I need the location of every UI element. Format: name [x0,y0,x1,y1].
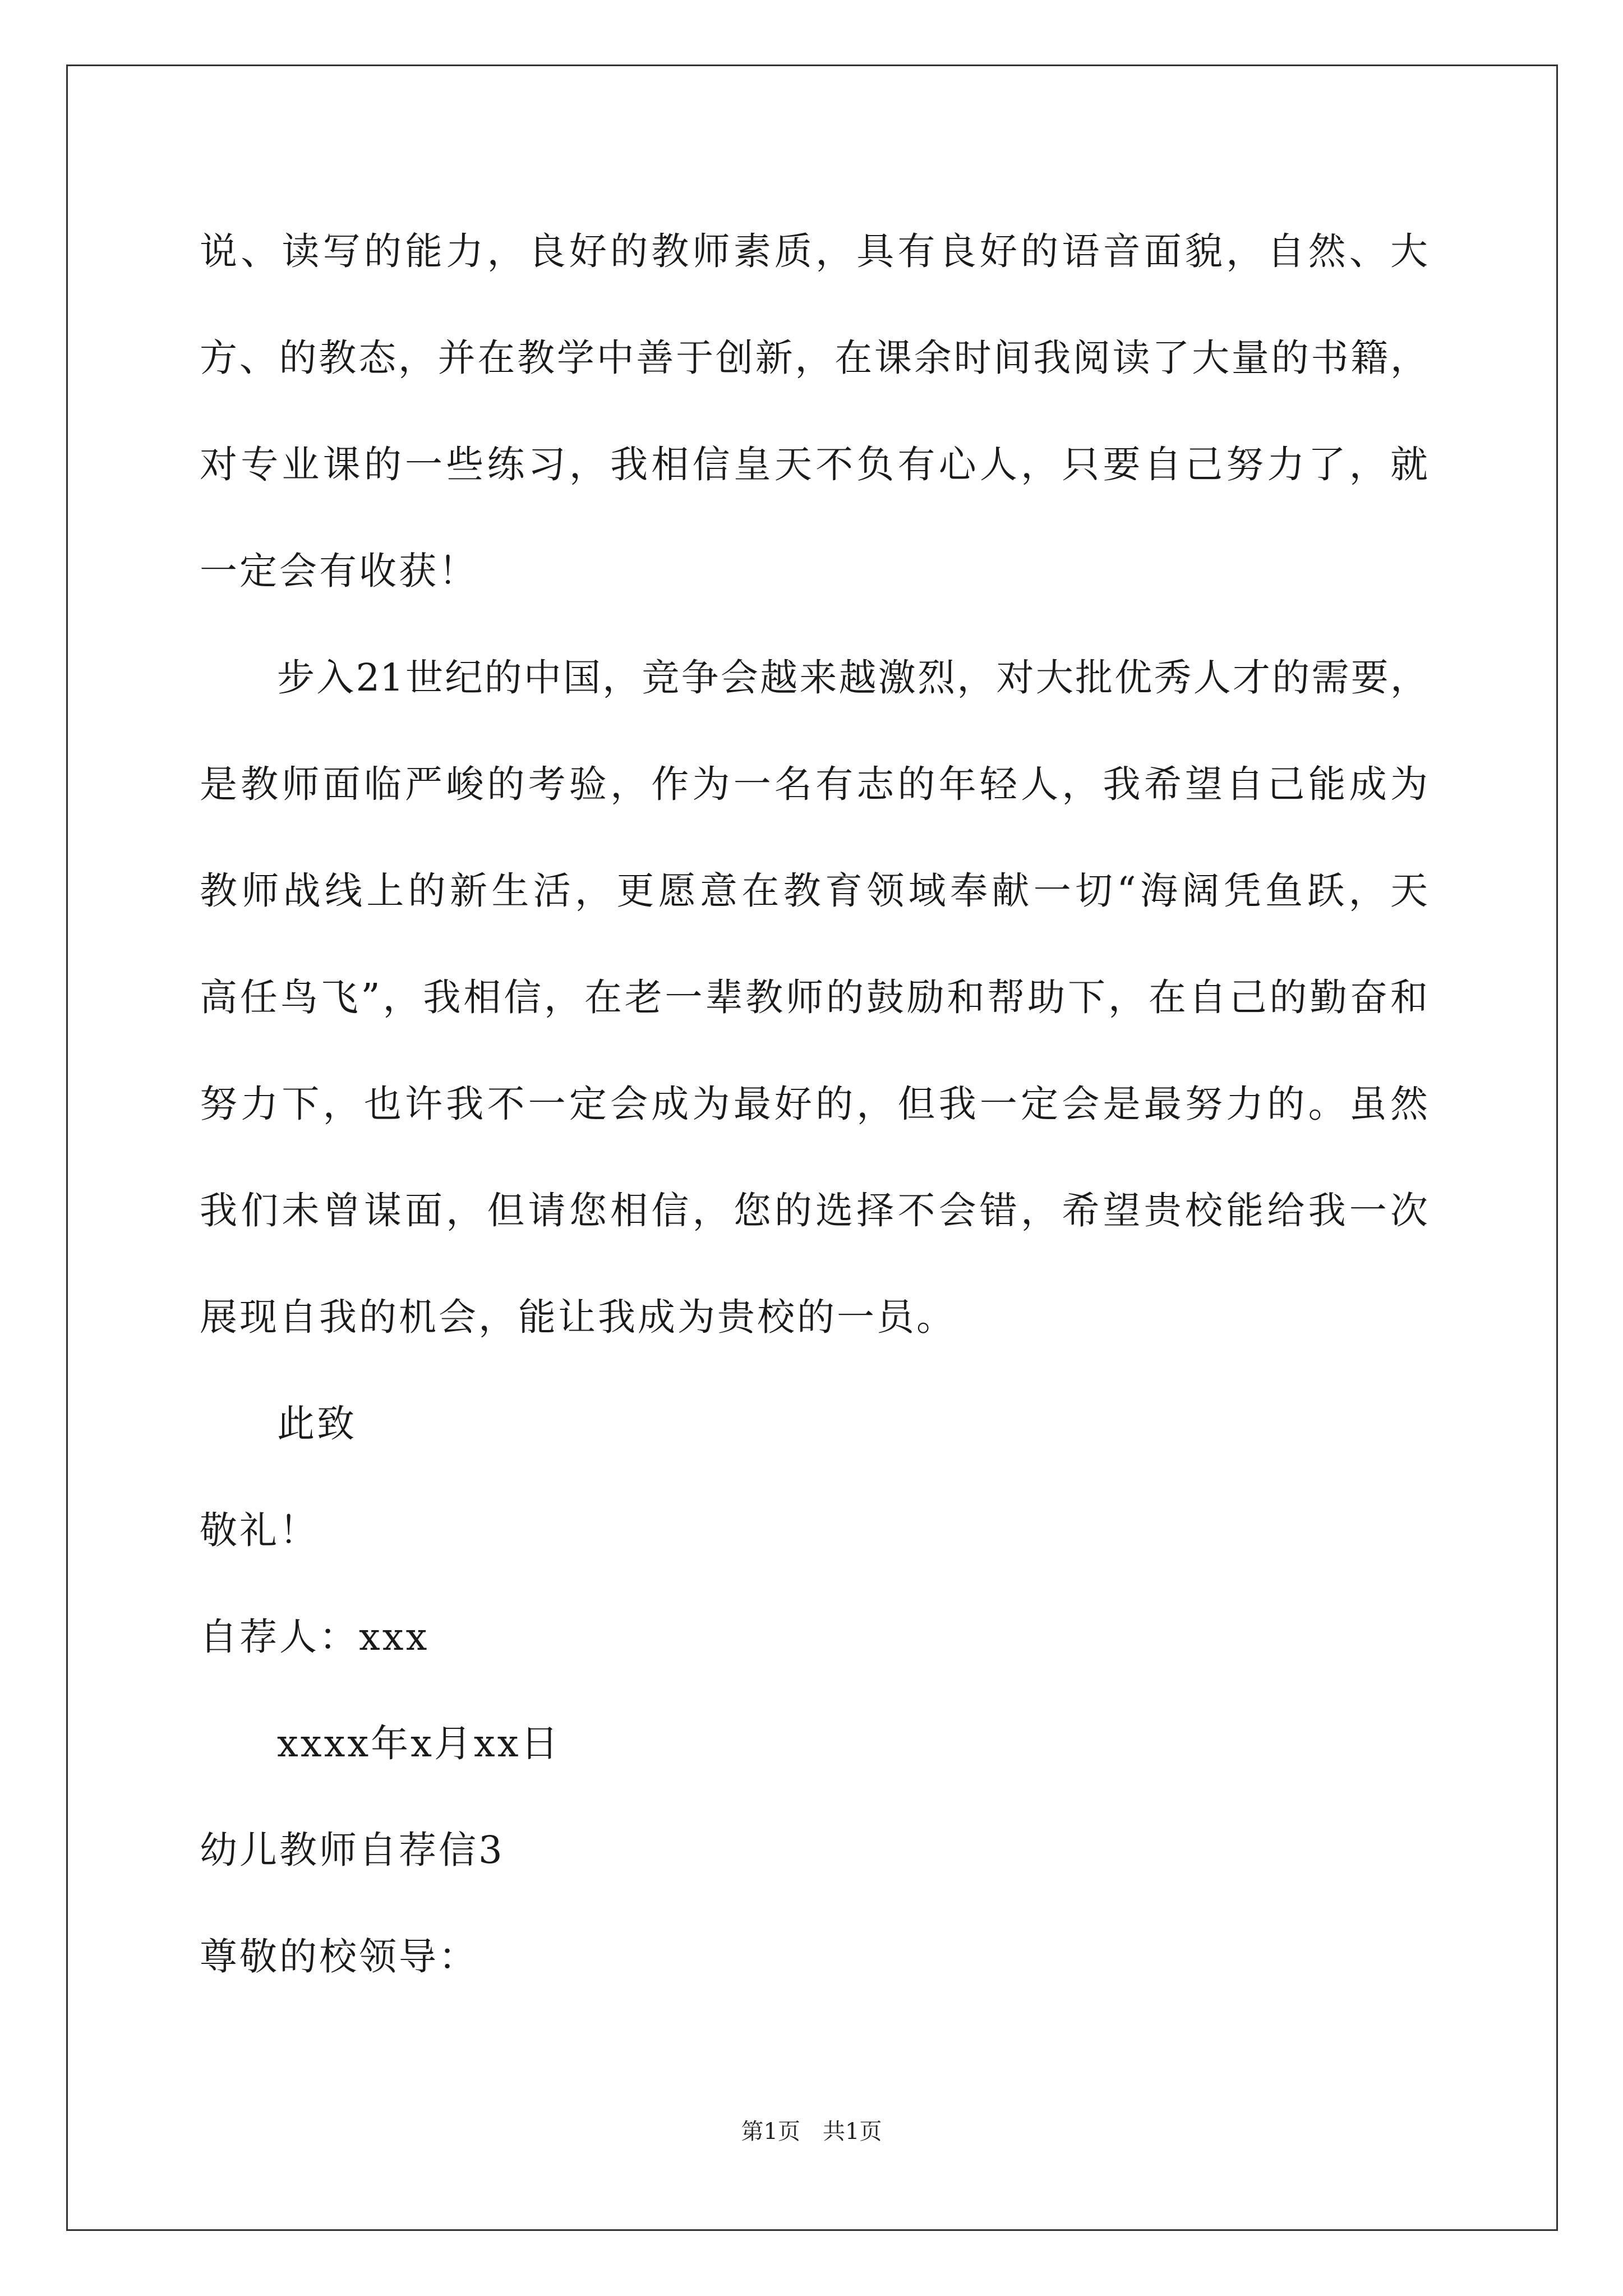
body-line: 一定会有收获！ [200,549,478,593]
closing-regards: 敬礼！ [200,1508,319,1552]
body-line: 高任鸟飞”，我相信，在老一辈教师的鼓励和帮助下，在自己的勤奋和 [200,976,1428,1019]
paragraph-first-line: 步入21世纪的中国，竞争会越来越激烈，对大批优秀人才的需要， [277,656,1428,700]
section-title: 幼儿教师自荐信3 [200,1828,505,1872]
body-line: 方、的教态，并在教学中善于创新，在课余时间我阅读了大量的书籍， [200,336,1428,380]
date-line: xxxx年x月xx日 [277,1722,561,1765]
page-number-footer: 第1页 共1页 [741,2119,882,2145]
body-line: 努力下，也许我不一定会成为最好的，但我一定会是最努力的。虽然 [200,1082,1428,1126]
body-line: 展现自我的机会，能让我成为贵校的一员。 [200,1295,956,1339]
closing-salutation: 此致 [277,1402,357,1446]
page-border [66,65,1558,2231]
body-line: 教师战线上的新生活，更愿意在教育领域奉献一切“海阔凭鱼跃，天 [200,869,1428,913]
signature-line: 自荐人：xxx [200,1615,430,1659]
body-line: 我们未曾谋面，但请您相信，您的选择不会错，希望贵校能给我一次 [200,1189,1428,1232]
body-line: 是教师面临严峻的考验，作为一名有志的年轻人，我希望自己能成为 [200,762,1428,806]
greeting-line: 尊敬的校领导： [200,1935,478,1978]
body-line: 说、读写的能力，良好的教师素质，具有良好的语音面貌，自然、大 [200,229,1428,273]
body-line: 对专业课的一些练习，我相信皇天不负有心人，只要自己努力了，就 [200,443,1428,486]
